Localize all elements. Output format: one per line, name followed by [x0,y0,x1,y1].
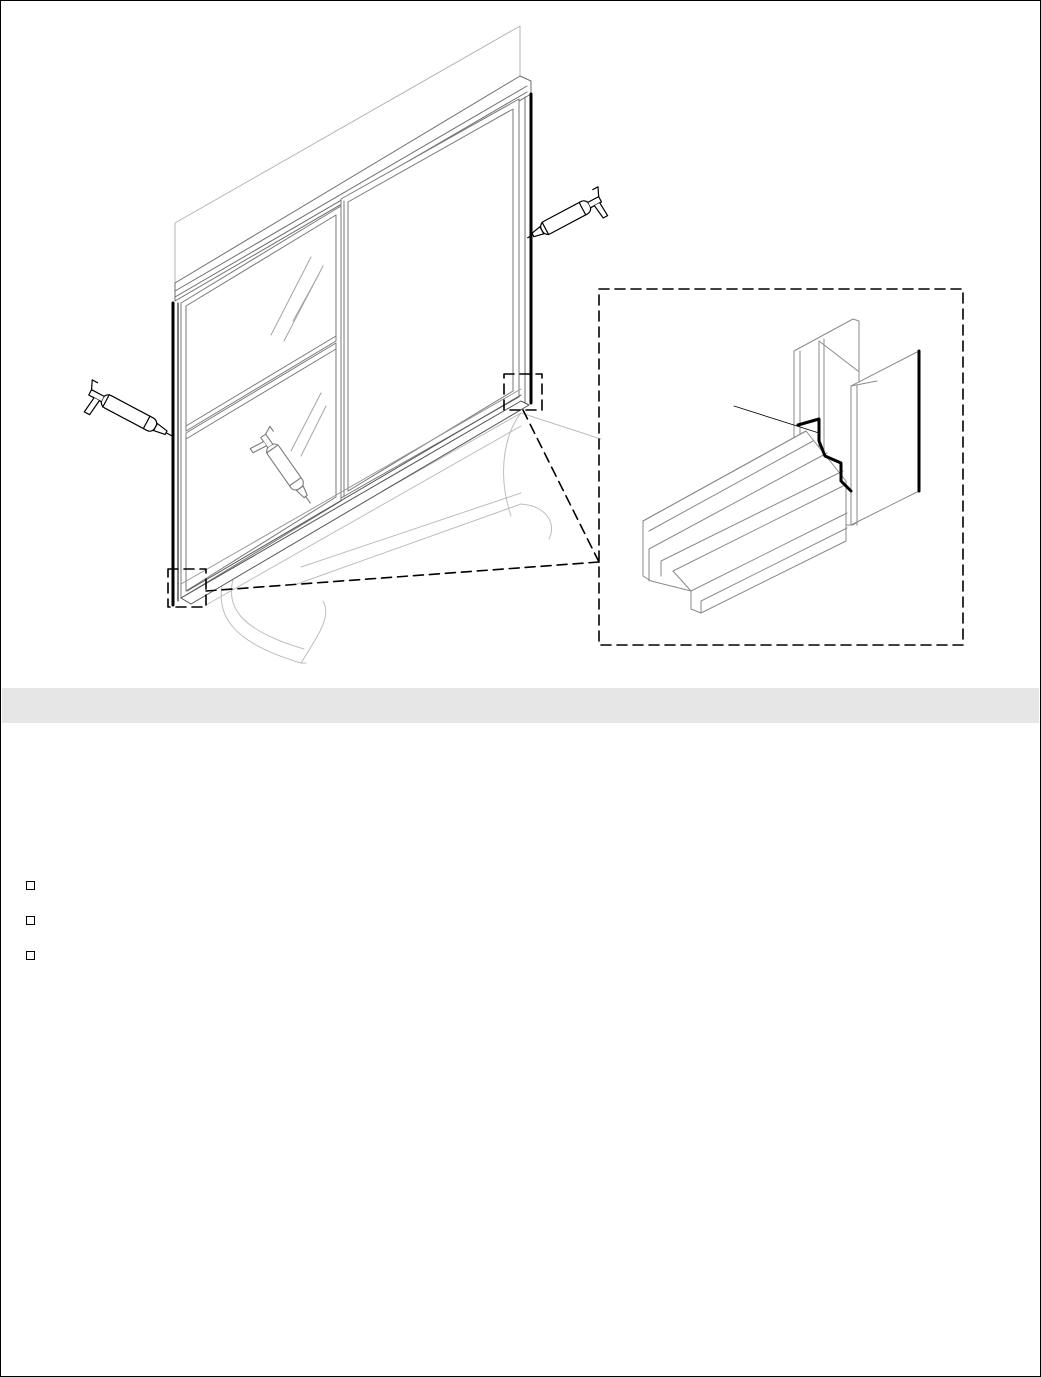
list-item [26,949,45,984]
checkbox[interactable] [26,916,35,925]
installation-illustration [1,1,1041,691]
list-item [26,914,45,949]
checkbox[interactable] [26,951,35,960]
door-panel-right [341,99,519,498]
wall-jamb-left [173,303,178,605]
wall-jamb-right [525,94,531,403]
caulk-gun-icon [77,380,179,454]
list-item [26,879,45,914]
checklist [26,879,45,984]
track-detail [643,319,919,613]
checkbox[interactable] [26,881,35,890]
caulk-gun-icon [522,187,612,254]
section-band [2,688,1039,723]
